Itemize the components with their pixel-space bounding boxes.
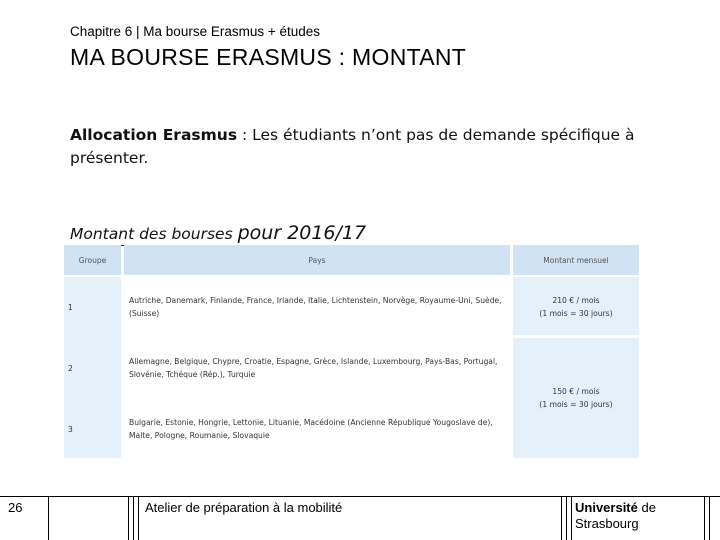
- allocation-paragraph: [70, 124, 670, 170]
- amount-2-3-line2: (1 mois = 30 jours): [539, 400, 613, 409]
- group-3: 3: [68, 425, 73, 434]
- header-montant: Montant mensuel: [513, 245, 639, 275]
- footer-divider: [571, 496, 572, 540]
- header-pays: Pays: [124, 245, 510, 275]
- countries-group-2: Allemagne, Belgique, Chypre, Croatie, Espagne, Grèce, Islande, Luxembourg, Pays-Bas, Portugal, Slovénie, Tchéque (Rép.), Turquie: [129, 357, 498, 379]
- footer-divider: [709, 496, 710, 540]
- slide-title: MA BOURSE ERASMUS : MONTANT: [70, 44, 467, 70]
- footer-divider: [48, 496, 49, 540]
- group-2: 2: [68, 364, 73, 373]
- header-groupe: Groupe: [64, 245, 121, 275]
- amount-2-3: [513, 385, 639, 411]
- page-number: 26: [8, 500, 23, 515]
- university-city: Strasbourg: [575, 516, 639, 531]
- university-name-rest: de: [637, 500, 656, 515]
- countries-group-3: Bulgarie, Estonie, Hongrie, Lettonie, Lituanie, Macédoine (Ancienne République Yougoslave de), Malte, Pologne, Roumanie, Slovaquie: [129, 418, 493, 440]
- amount-1-line2: (1 mois = 30 jours): [539, 309, 613, 318]
- university-name-bold: Université: [575, 500, 638, 515]
- amount-1-line1: 210 € / mois: [552, 296, 600, 305]
- group-1: 1: [68, 303, 73, 312]
- workshop-label: Atelier de préparation à la mobilité: [145, 500, 343, 515]
- amount-2-3-line1: 150 € / mois: [552, 387, 600, 396]
- footer-divider: [133, 496, 134, 540]
- footer-divider: [138, 496, 139, 540]
- footer-top-rule: [0, 496, 720, 497]
- footer-divider: [561, 496, 562, 540]
- footer-divider: [128, 496, 129, 540]
- countries-group-1: Autriche, Danemark, Finlande, France, Irlande, Italie, Lichtenstein, Norvège, Royaume-Uni, Suède, (Suisse): [129, 296, 502, 318]
- montant-heading-part2: pour 2016/17: [237, 222, 367, 244]
- allocation-text: : Les étudiants n’ont pas de demande spécifique à présenter.: [70, 126, 635, 167]
- montant-heading-part1: Montant des bourses: [70, 225, 238, 243]
- chapter-label: Chapitre 6 | Ma bourse Erasmus + études: [70, 24, 321, 39]
- university-name: [575, 500, 656, 515]
- allocation-label: Allocation Erasmus: [70, 126, 238, 144]
- footer-divider: [704, 496, 705, 540]
- footer-divider: [566, 496, 567, 540]
- amount-1: [513, 294, 639, 320]
- montant-heading: [70, 222, 366, 244]
